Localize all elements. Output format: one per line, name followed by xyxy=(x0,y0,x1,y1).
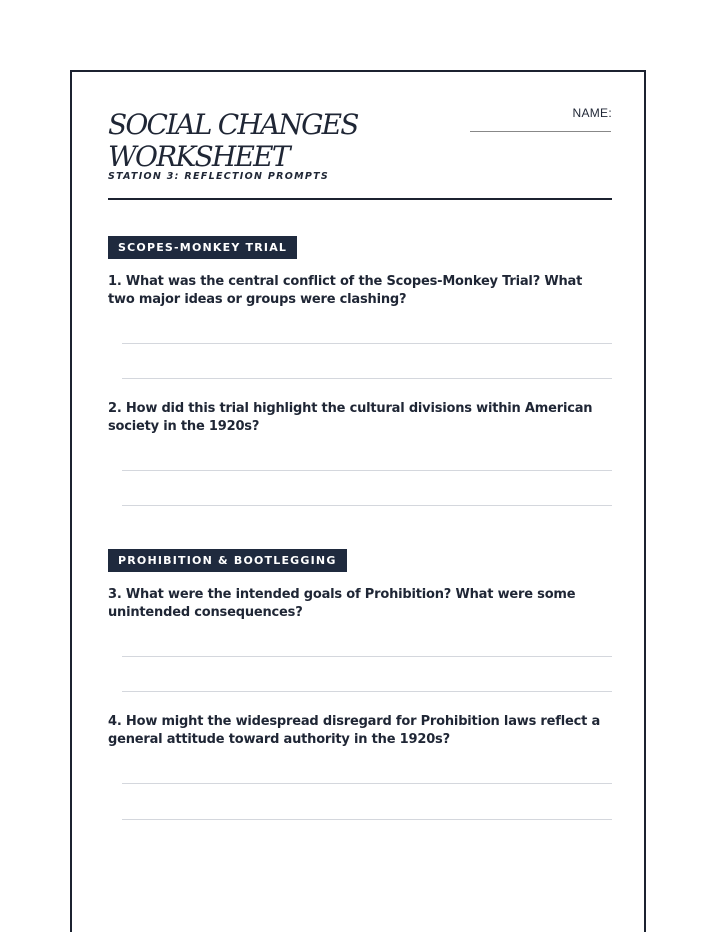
question-4: 4. How might the widespread disregard for Prohibition laws reflect a general attitude toward authority in the 1920s? xyxy=(108,714,601,747)
answer-line[interactable] xyxy=(122,343,612,344)
answer-line[interactable] xyxy=(122,783,612,784)
name-field-line[interactable] xyxy=(470,131,611,132)
worksheet-title-line-1: SOCIAL CHANGES xyxy=(108,108,358,141)
answer-line[interactable] xyxy=(122,691,612,692)
answer-line[interactable] xyxy=(122,819,612,820)
answer-line[interactable] xyxy=(122,505,612,506)
answer-line[interactable] xyxy=(122,378,612,379)
section-heading-prohibition-bootlegging: PROHIBITION & BOOTLEGGING xyxy=(108,549,347,572)
question-2: 2. How did this trial highlight the cultural divisions within American society in the 1920s? xyxy=(108,401,593,434)
worksheet-subtitle: STATION 3: REFLECTION PROMPTS xyxy=(108,171,330,182)
answer-line[interactable] xyxy=(122,470,612,471)
section-heading-scopes-monkey-trial: SCOPES-MONKEY TRIAL xyxy=(108,236,297,259)
worksheet-title-line-2: WORKSHEET xyxy=(108,140,289,173)
question-1: 1. What was the central conflict of the Scopes-Monkey Trial? What two major ideas or groups were clashing? xyxy=(108,274,583,307)
name-label: NAME: xyxy=(572,106,612,120)
answer-line[interactable] xyxy=(122,656,612,657)
header-divider xyxy=(108,198,612,200)
question-3: 3. What were the intended goals of Prohibition? What were some unintended consequences? xyxy=(108,587,576,620)
